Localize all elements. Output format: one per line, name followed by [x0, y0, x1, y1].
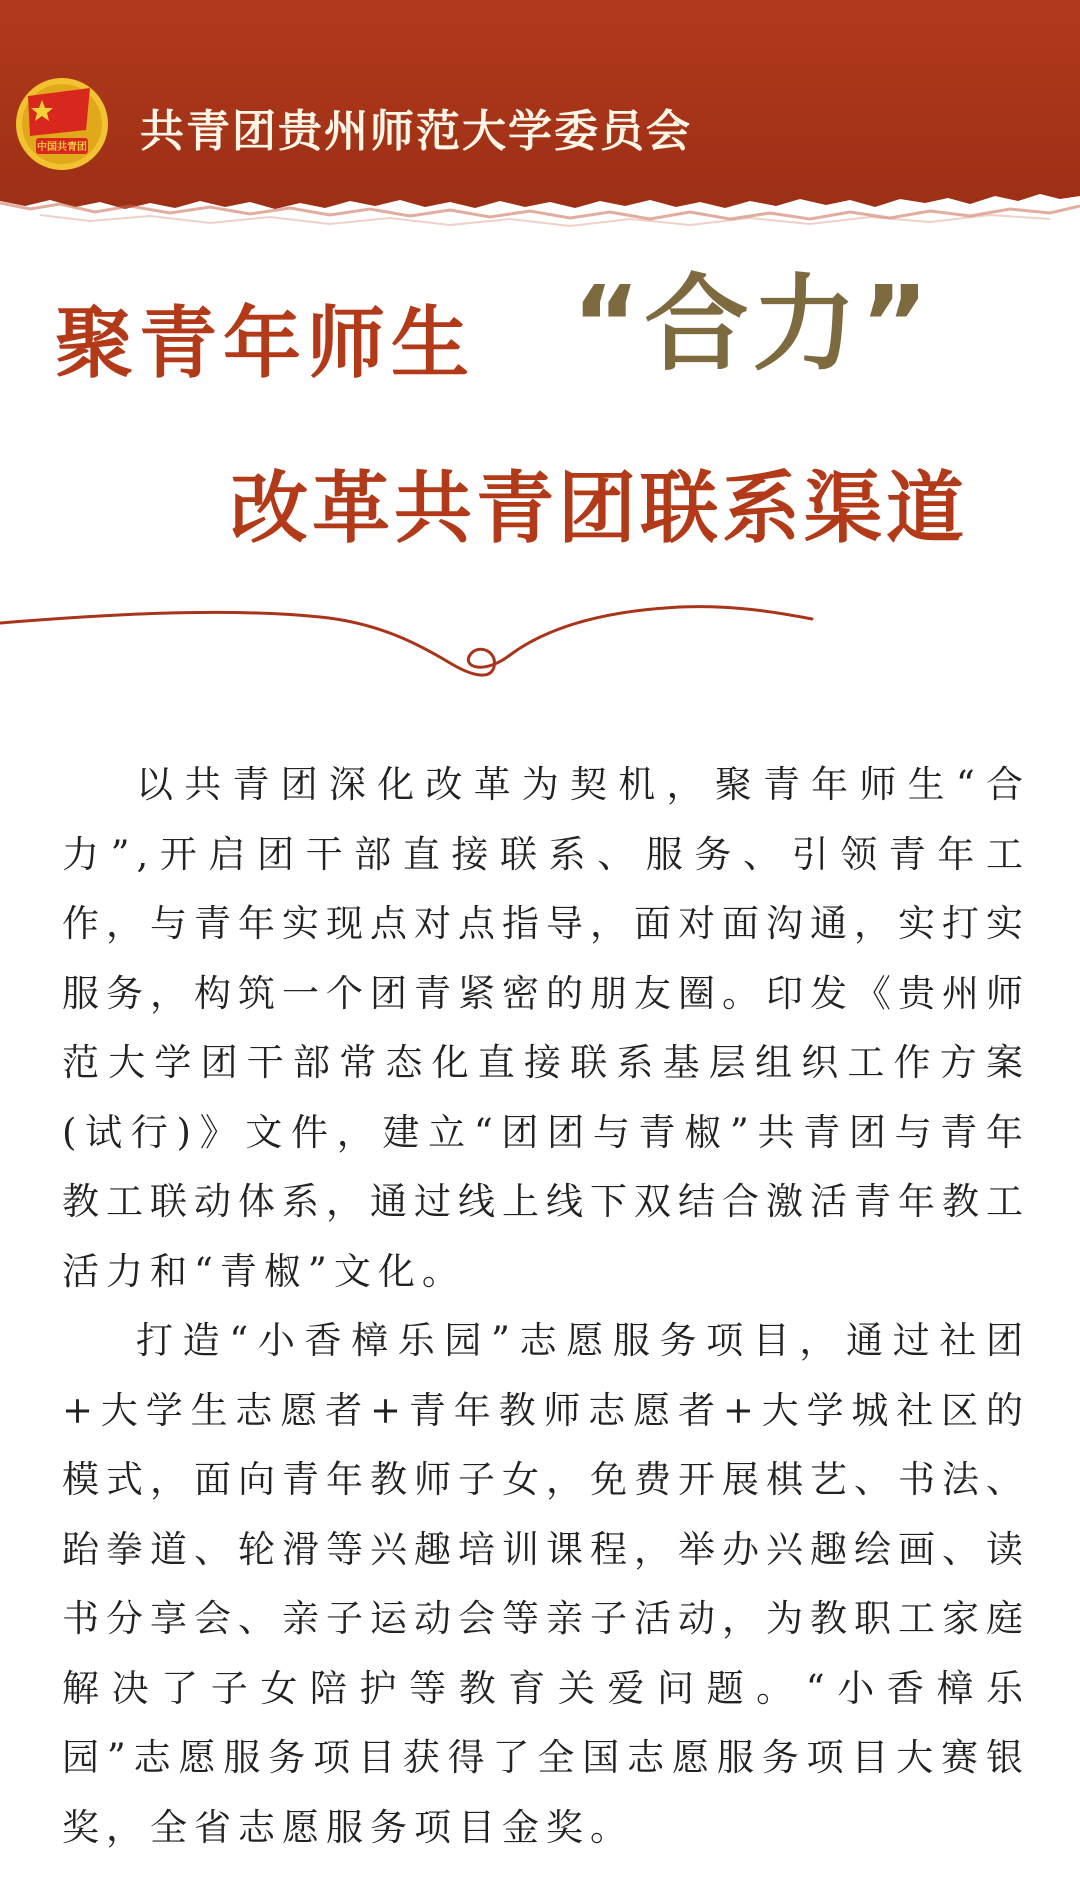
title-highlight: “合力”: [572, 263, 933, 385]
organization-name: 共青团贵州师范大学委员会: [140, 106, 692, 157]
svg-text:中国共青团: 中国共青团: [37, 142, 87, 153]
paragraph-2: 打造“小香樟乐园”志愿服务项目，通过社团+大学生志愿者+青年教师志愿者+大学城社区的模式，面向青年教师子女，免费开展棋艺、书法、跆拳道、轮滑等兴趣培训课程，举办兴趣绘画、读书分享会、亲子运动会等亲子活动，为教职工家庭解决了子女陪护等教育关爱问题。“小香樟乐园”志愿服务项目获得了全国志愿服务项目大赛银奖，全省志愿服务项目金奖。: [62, 1319, 1030, 1849]
article-body: [62, 750, 1030, 1862]
title-line-1: 聚青年师生: [55, 299, 476, 389]
paragraph-1: 以共青团深化改革为契机，聚青年师生“合力”,开启团干部直接联系、服务、引领青年工作，与青年实现点对点指导，面对面沟通，实打实服务，构筑一个团青紧密的朋友圈。印发《贵州师范大学团干部常态化直接联系基层组织工作方案(试行)》文件，建立“团团与青椒”共青团与青年教工联动体系，通过线上线下双结合激活青年教工活力和“青椒”文化。: [62, 763, 1030, 1293]
youth-league-emblem-icon: [12, 74, 112, 174]
title-line-2: 改革共青团联系渠道: [230, 464, 969, 554]
flourish-divider-icon: [0, 585, 820, 699]
